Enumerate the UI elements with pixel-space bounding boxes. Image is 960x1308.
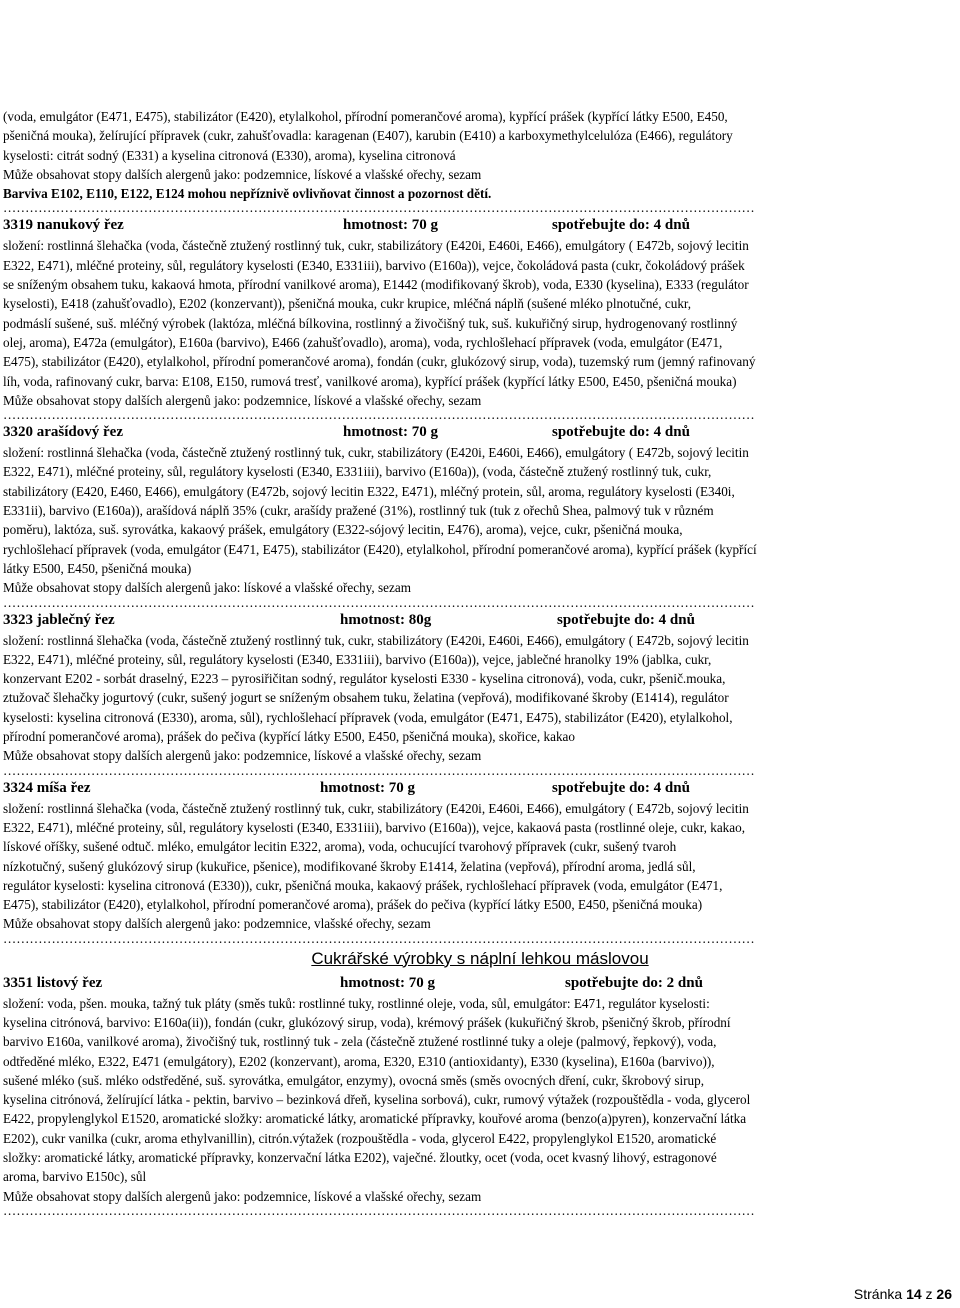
product-weight: hmotnost: 70 g	[343, 217, 439, 234]
text-line: E322, E471), mléčné proteiny, sůl, regulátory kyselosti (E340, E331iii), barvivo (E160a)), (voda, částečně ztužený rostlinný tuk, cukr,	[3, 464, 712, 480]
product-shelf-life: spotřebujte do: 4 dnů	[552, 217, 690, 234]
text-line: E331ii), barvivo (E160a)), arašídová náplň 35% (cukr, arašídy pražené (31%), rostlinný tuk (tuk z ořechů Shea, palmový tuk v různém	[3, 503, 714, 519]
text-line: E322, E471), mléčné proteiny, sůl, regulátory kyselosti (E340, E331iii), barvivo (E160a)), vejce, kakaová pasta (rostlinné oleje, cukr, kakao,	[3, 819, 746, 835]
product-code-name: 3324 míša řez	[3, 779, 91, 796]
text-line: složení: rostlinná šlehačka (voda, částečně ztužený rostlinný tuk, cukr, stabilizátory (E420i, E460i, E466), emulgátory ( E472b, sojový lecitin	[3, 800, 749, 816]
product-heading	[3, 215, 957, 236]
text-line: olej, aroma), E472a (emulgátor), E160a (barvivo), E466 (zahušťovadlo), aroma), voda, rychlošlehací přípravek (voda, emulgátor (E471,	[3, 334, 723, 350]
product-weight: hmotnost: 80g	[340, 611, 432, 628]
dotted-divider: ………………………………………………………………………………………………………………………………………………………	[3, 200, 755, 216]
product-block	[3, 215, 957, 422]
text-line: (voda, emulgátor (E471, E475), stabilizátor (E420), etylalkohol, přírodní pomerančové aroma), kypřící prášek (kypřící látky E500, E450,	[3, 109, 728, 124]
product-shelf-life: spotřebujte do: 4 dnů	[552, 424, 690, 441]
text-line: E475), stabilizátor (E420), etylalkohol, přírodní pomerančové aroma), fondán (cukr, glukózový sirup, voda), tuzemský rum (jemný rafinovaný	[3, 354, 756, 370]
text-line: Může obsahovat stopy dalších alergenů jako: podzemnice, lískové a vlašské ořechy, sezam	[3, 748, 482, 764]
text-line: podmáslí sušené, suš. mléčný výrobek (laktóza, mléčná bílkovina, rostlinný a živočišný tuk, suš. kukuřičný sirup, hydrogenovaný rostlinný	[3, 315, 738, 331]
intro-text	[3, 107, 957, 203]
text-line: pšeničná mouka), želírující přípravek (cukr, zahušťovadla: karagenan (E407), karubin (E410) a karboxymethylcelulóza (E466), regulátory	[3, 128, 733, 144]
text-line: ztužovač šlehačky jogurtový (cukr, sušený jogurt se sníženým obsahem tuku, želatina (vepřová), modifikované škroby (E1414), regulátor	[3, 690, 729, 706]
section-title: Cukrářské výrobky s náplní lehkou máslovou	[311, 948, 649, 968]
page-number	[854, 1286, 952, 1302]
product-weight: hmotnost: 70 g	[340, 974, 436, 991]
text-line: kyselosti: citrát sodný (E331) a kyselina citronová (E330), aroma), kyselina citronová	[3, 147, 456, 163]
header-separator: ======================================================	[195, 86, 919, 105]
product-3351	[3, 973, 957, 1206]
text-line: kyselina citrónová, želírující látka - pektin, barvivo – bezinková dřeň, kyselina sorbová), cukr, rumový výtažek (rozpouštědla - voda, glycerol	[3, 1092, 751, 1108]
text-line: složky: aromatické látky, aromatické přípravky, konzervační látka E202), vaječné. žloutky, ocet (voda, ocet kvasný lihový, estragonové	[3, 1150, 717, 1166]
product-shelf-life: spotřebujte do: 4 dnů	[552, 779, 690, 796]
product-heading	[3, 610, 957, 631]
product-shelf-life: spotřebujte do: 2 dnů	[565, 974, 703, 991]
catalog-title: KATALOG VÝROBKŮ – cukrárna	[350, 20, 610, 40]
total-pages: 26	[936, 1286, 952, 1302]
text-line: kyselina citrónová, barvivo: E160a(ii)), fondán (cukr, glukózový sirup, voda), krémový prášek (kukuřičný škrob, pšeničný škrob, přírodní	[3, 1014, 731, 1030]
text-line: složení: voda, pšen. mouka, tažný tuk pláty (směs tuků: rostlinné tuky, rostlinné oleje, voda, sůl, emulgátor: E471, regulátor kyselosti:	[3, 995, 710, 1011]
text-line: se sníženým obsahem tuku, kakaová hmota, přírodní vanilkové aroma), E1442 (modifikovaný škrob), voda, E330 (kyselina), E333 (regulátor	[3, 277, 749, 293]
product-weight: hmotnost: 70 g	[320, 779, 416, 796]
catalog-url-link[interactable]: www.vasicekzabreh.cz/dokumenty-ke-stazeni	[466, 46, 876, 65]
text-line: Může obsahovat stopy dalších alergenů jako: podzemnice, lískové a vlašské ořechy, sezam	[3, 392, 482, 408]
text-line: kyselosti), E418 (zahušťovadlo), E202 (konzervant)), pšeničná mouka, cukr krupice, mléčná náplň (sušené mléko plnotučné, cukr,	[3, 296, 692, 312]
product-heading	[3, 973, 957, 994]
text-line: přírodní pomerančové aroma), prášek do pečiva (kypřící látky E500, E450, pšeničná mouka), skořice, kakao	[3, 729, 575, 745]
text-line: Může obsahovat stopy dalších alergenů jako: podzemnice, lískové a vlašské ořechy, sezam	[3, 166, 482, 182]
text-line: látky E500, E450, pšeničná mouka)	[3, 560, 192, 576]
catalog-link-prefix: Aktuální katalog (složení, trvanlivosti) výrobků:	[84, 46, 467, 65]
product-block	[3, 778, 957, 946]
text-line: aroma, barvivo E150c), sůl	[3, 1169, 147, 1185]
text-line: složení: rostlinná šlehačka (voda, částečně ztužený rostlinný tuk, cukr, stabilizátory (E420i, E460i, E466), emulgátory ( E472b, sojový lecitin	[3, 632, 749, 648]
product-code-name: 3319 nanukový řez	[3, 217, 124, 234]
product-block	[3, 610, 957, 778]
product-code-name: 3320 arašídový řez	[3, 424, 123, 441]
product-heading	[3, 778, 957, 799]
page-of: z	[921, 1286, 937, 1302]
dotted-divider: ………………………………………………………………………………………………………………………………………………………	[3, 594, 755, 610]
product-composition	[3, 994, 957, 1206]
text-line: kyselosti: kyselina citronová (E330), aroma, sůl), rychlošlehací přípravek (voda, emulgátor (E471, E475), stabilizátor (E420), etylalkohol,	[3, 709, 733, 725]
company-header: Vašíček – pekařství a cukrářství, s.r.o., Šušilova 50, 789 01 Zábřeh	[197, 0, 763, 20]
product-list	[3, 215, 957, 945]
text-line: konzervant E202 - sorbát draselný, E223 – pyrosiřičitan sodný, regulátor kyselosti E330 - kyselina citronová), voda, cukr, pšenič.mouka,	[3, 671, 726, 687]
text-line: E322, E471), mléčné proteiny, sůl, regulátory kyselosti (E340, E331iii), barvivo (E160a)), vejce, jablečné hranolky 19% (jablka, cukr,	[3, 651, 712, 667]
product-shelf-life: spotřebujte do: 4 dnů	[557, 611, 695, 628]
text-line: sušené mléko (suš. mléko odstředěné, suš. syrovátka, emulgátor, enzymy), ovocná směs (směs ovocných dření, cukr, škrobový sirup,	[3, 1072, 705, 1088]
text-line: barvivo E160a, vanilkové aroma), živočišný tuk, rostlinný tuk - zela (částečně ztužené rostlinné tuky a oleje (palmový, řepkový), voda,	[3, 1034, 717, 1050]
catalog-link-line	[0, 45, 960, 67]
dotted-divider: ………………………………………………………………………………………………………………………………………………………	[3, 930, 755, 946]
product-heading	[3, 422, 957, 443]
text-line: složení: rostlinná šlehačka (voda, částečně ztužený rostlinný tuk, cukr, stabilizátory (E420i, E460i, E466), emulgátory ( E472b, sojový lecitin	[3, 238, 749, 254]
product-weight: hmotnost: 70 g	[343, 424, 439, 441]
dotted-divider: ………………………………………………………………………………………………………………………………………………………	[3, 1202, 755, 1218]
text-line: poměru), laktóza, suš. syrovátka, kakaový prášek, emulgátory (E322-sójový lecitin, E476), aroma), vejce, cukr, pšeničná mouka,	[3, 522, 683, 538]
product-code-name: 3351 listový řez	[3, 974, 103, 991]
product-code-name: 3323 jablečný řez	[3, 611, 115, 628]
text-line: lískové oříšky, sušené odtuč. mléko, emulgátor lecitin E322, aroma), voda, ochucující tvarohový přípravek (cukr, sušený tvaroh	[3, 839, 677, 855]
text-line: E202), cukr vanilka (cukr, aroma ethylvanillin), citrón.výtažek (rozpouštědla - voda, glycerol E422, propylenglykol E1520, aromatické	[3, 1130, 717, 1146]
dotted-divider: ………………………………………………………………………………………………………………………………………………………	[3, 762, 755, 778]
text-line: Může obsahovat stopy dalších alergenů jako: podzemnice, lískové a vlašské ořechy, sezam	[3, 1188, 482, 1204]
text-line: E322, E471), mléčné proteiny, sůl, regulátory kyselosti (E340, E331iii), barvivo (E160a)), vejce, čokoládová pasta (cukr, čokoládový prášek	[3, 257, 745, 273]
text-line: líh, voda, rafinovaný cukr, barva: E108, E150, rumová tresť, vanilkové aroma), kypřící prášek (kypřící látky E500, E450, pšeničná mouka)	[3, 373, 737, 389]
text-line: nízkotučný, sušený glukózový sirup (kukuřice, pšenice), modifikované škroby E1414, želatina (vepřová), přírodní aroma, jedlá sůl,	[3, 858, 696, 874]
text-line: rychlošlehací přípravek (voda, emulgátor (E471, E475), stabilizátor (E420), etylalkohol, přírodní pomerančové aroma), kypřící prášek (kypřící	[3, 541, 757, 557]
text-line: E475), stabilizátor (E420), etylalkohol, přírodní pomerančové aroma), prášek do pečiva (kypřící látky E500, E450, pšeničná mouka)	[3, 897, 703, 913]
catalog-content	[3, 107, 957, 1218]
text-line: Může obsahovat stopy dalších alergenů jako: podzemnice, vlašské ořechy, sezam	[3, 916, 431, 932]
dotted-divider: ………………………………………………………………………………………………………………………………………………………	[3, 407, 755, 423]
text-line: E422, propylenglykol E1520, aromatické složky: aromatické látky, aromatické přípravky, kouřové aroma (benzo(a)pyren), konzervační látka	[3, 1111, 747, 1127]
text-line: odtředěné mléko, E322, E471 (emulgátory), E202 (konzervant), aroma, E320, E310 (antioxidanty), E330 (kyselina), E160a (barvivo)),	[3, 1053, 715, 1069]
text-line: složení: rostlinná šlehačka (voda, částečně ztužený rostlinný tuk, cukr, stabilizátory (E420i, E460i, E466), emulgátory ( E472b, sojový lecitin	[3, 445, 749, 461]
text-line: Barviva E102, E110, E122, E124 mohou nepříznivě ovlivňovat činnost a pozornost dětí.	[3, 186, 492, 202]
product-block	[3, 422, 957, 609]
text-line: regulátor kyselosti: kyselina citronová (E330)), cukr, pšeničná mouka, kakaový prášek, rychlošlehací přípravek (voda, emulgátor (E471,	[3, 877, 723, 893]
current-page: 14	[906, 1286, 922, 1302]
page-label: Stránka	[853, 1286, 907, 1302]
text-line: Může obsahovat stopy dalších alergenů jako: lískové a vlašské ořechy, sezam	[3, 580, 411, 596]
text-line: stabilizátory (E420, E460, E466), emulgátory (E472b, sojový lecitin E322, E471), mléčný protein, sůl, aroma, regulátory kyselosti (E340i,	[3, 483, 735, 499]
last-update: Poslední aktualizace 30.10.2014	[334, 68, 626, 87]
